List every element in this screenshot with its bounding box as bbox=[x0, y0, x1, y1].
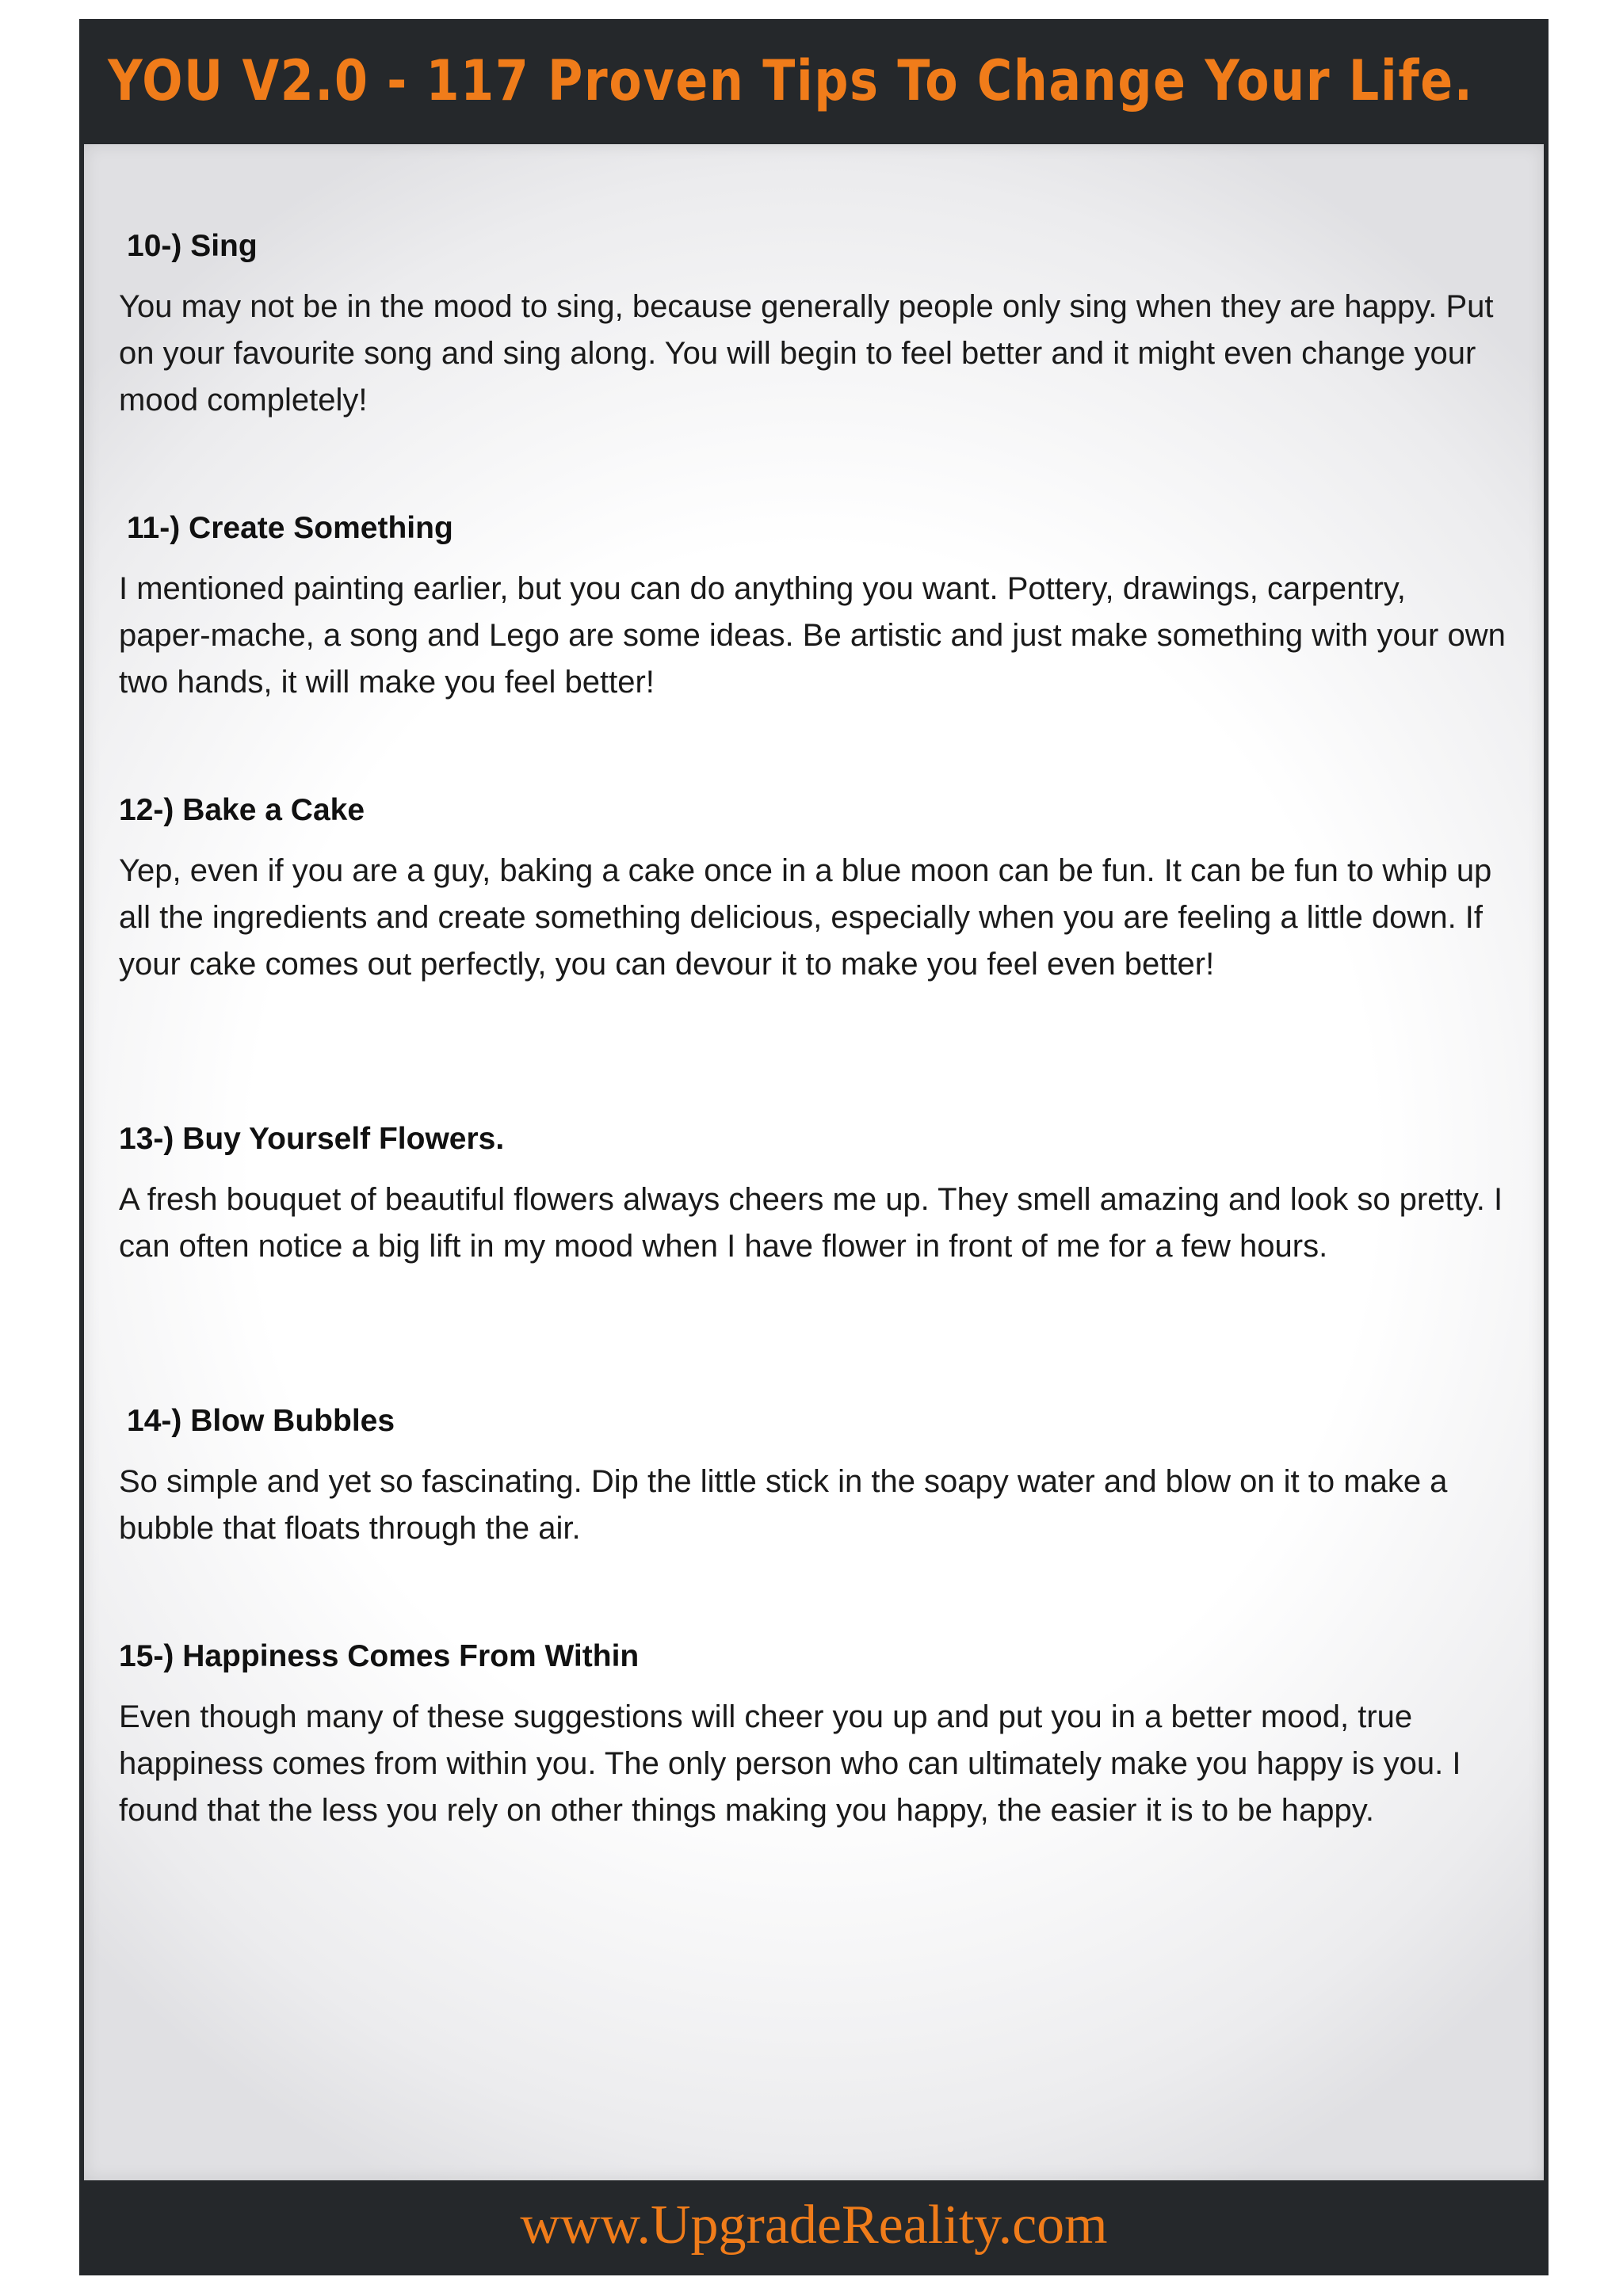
footer-banner bbox=[79, 2182, 1549, 2275]
tip-section bbox=[119, 509, 1506, 706]
tip-heading: 12-) Bake a Cake bbox=[119, 793, 365, 827]
tip-body: So simple and yet so fascinating. Dip the little stick in the soapy water and blow on it to make a bubble that floats through the air. bbox=[119, 1464, 1448, 1546]
tip-section bbox=[119, 1637, 1506, 1834]
tip-heading: 10-) Sing bbox=[127, 229, 258, 263]
tip-body: Yep, even if you are a guy, baking a cake once in a blue moon can be fun. It can be fun to whip up all the ingredients and create something delicious, especially when you are feeling a little down. If your cake comes out perfectly, you can devour it to make you feel even better! bbox=[119, 853, 1492, 982]
tip-heading: 15-) Happiness Comes From Within bbox=[119, 1639, 640, 1673]
tip-body: Even though many of these suggestions will cheer you up and put you in a better mood, true happiness comes from within you. The only person who can ultimately make you happy is you. I found that the less you rely on other things making you happy, the easier it is to be happy. bbox=[119, 1699, 1461, 1828]
page-title: YOU V2.0 - 117 Proven Tips To Change Your Life. bbox=[108, 48, 1474, 113]
tip-body: A fresh bouquet of beautiful flowers always cheers me up. They smell amazing and look so pretty. I can often notice a big lift in my mood when I have flower in front of me for a few hours. bbox=[119, 1182, 1503, 1264]
tip-heading: 11-) Create Something bbox=[127, 511, 453, 545]
website-link[interactable]: www.UpgradeReality.com bbox=[520, 2195, 1108, 2256]
tip-heading: 13-) Buy Yourself Flowers. bbox=[119, 1122, 505, 1156]
header-banner bbox=[79, 19, 1549, 143]
content-area bbox=[84, 144, 1544, 2180]
tip-body: I mentioned painting earlier, but you can do anything you want. Pottery, drawings, carpentry, paper-mache, a song and Lego are some ideas. Be artistic and just make something with your own two hands, it will make you feel better! bbox=[119, 571, 1506, 700]
tip-section bbox=[119, 1119, 1506, 1270]
tip-section bbox=[119, 1402, 1506, 1552]
tip-section bbox=[119, 791, 1506, 988]
tip-heading: 14-) Blow Bubbles bbox=[127, 1404, 395, 1438]
tip-section bbox=[119, 227, 1506, 424]
page-frame bbox=[79, 19, 1549, 2275]
tip-body: You may not be in the mood to sing, because generally people only sing when they are happy. Put on your favourite song and sing along. You will begin to feel better and it might even change your mood completely! bbox=[119, 289, 1494, 418]
